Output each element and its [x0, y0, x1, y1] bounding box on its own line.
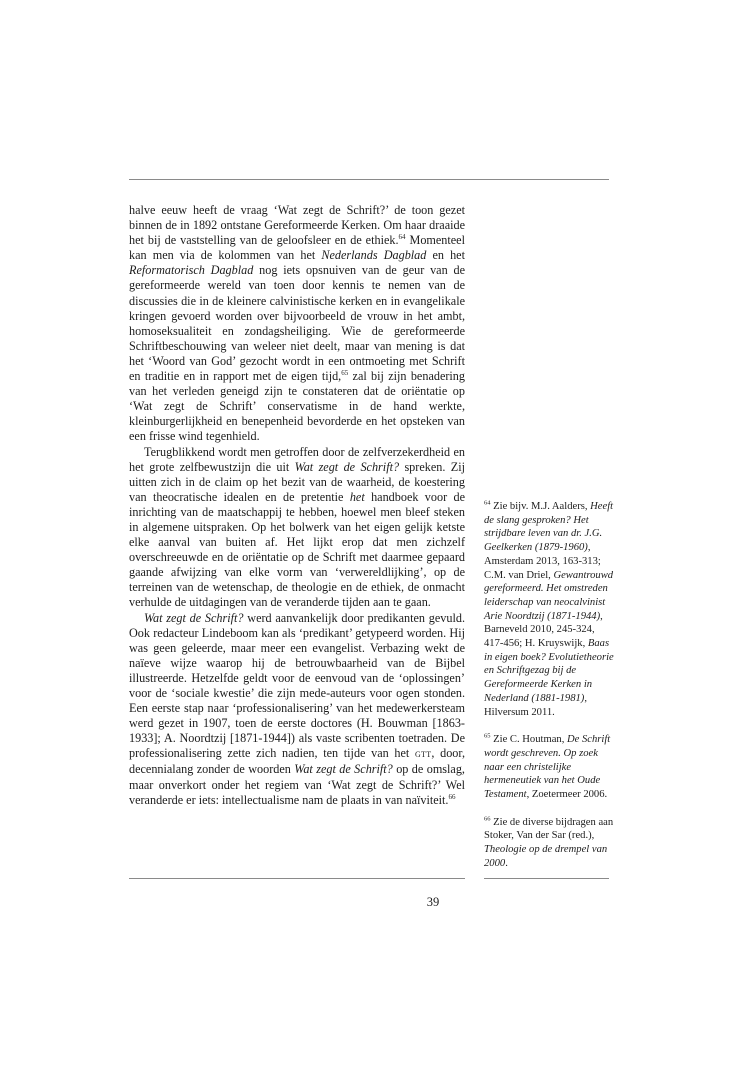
paragraph-3: [129, 611, 465, 808]
note-italic: Gewantrouwd gereformeerd. Het omstreden leiderschap van neocalvinist Arie Noordtzij (1871-1944): [484, 569, 614, 622]
run-smallcaps: gtt: [414, 748, 432, 761]
run-text: nog iets opsnuiven van de geur van de gereformeerde wereld van toen door kennis te nemen van de discussies die in de kleinere calvinistische kerken en in evangelikale kringen gevoerd worden over bijvoorbeeld de vrouw in het ambt, homoseksualiteit en zondagsheiliging. Wie de gereformeerde Schriftbeschouwing van weleer niet deelt, maar van mening is dat het ‘Woord van God’ gezocht wordt in een ontmoeting met Schrift en traditie en in rapport met de eigen tijd,: [129, 263, 466, 384]
note-text: , Zoetermeer 2006.: [526, 789, 608, 801]
footnote-number: 64: [484, 499, 491, 507]
note-italic: Baas in eigen boek? Evolutietheorie en Schriftgezag bij de Gereformeerde Kerken in Nederland (1881-1981): [484, 638, 614, 704]
footnote-65: [484, 733, 614, 802]
footnote-ref: 65: [341, 368, 349, 377]
run-text: spreken. Zij uitten zich in de claim op het bezit van de waarheid, de koestering van theocratische idealen en de pretentie: [129, 459, 465, 504]
note-text: .: [505, 857, 508, 869]
main-text-column: [129, 203, 465, 808]
run-text: Terugblikkend wordt men getroffen door de zelfverzekerdheid en het grote zelfbewustzijn die uit: [129, 444, 465, 474]
page-number: 39: [426, 895, 440, 909]
run-text: Momenteel kan men via de kolommen van het: [129, 233, 465, 263]
note-text: Zie C. Houtman,: [490, 734, 567, 746]
footnotes-column: [484, 500, 614, 885]
run-text: op de omslag, maar onverkort onder het regiem van ‘Wat zegt de Schrift?’ Wel veranderde er iets: intellectualisme nam de plaats in van naïviteit.: [129, 762, 465, 807]
run-italic: Wat zegt de Schrift?: [294, 762, 393, 777]
footnote-number: 66: [484, 815, 491, 823]
footer-rule-main: [129, 878, 465, 879]
footnote-ref: 66: [448, 792, 456, 801]
footnote-64: [484, 500, 614, 719]
run-italic: Wat zegt de Schrift?: [294, 459, 400, 474]
note-italic: Theologie op de drempel van 2000: [484, 844, 608, 869]
run-text: halve eeuw heeft de vraag ‘Wat zegt de Schrift?’ de toon gezet binnen de in 1892 ontstane Gereformeerde Kerken. Om haar draaide het bij de vaststelling van de geloofsleer en de ethiek.: [129, 203, 465, 248]
note-text: , Hilversum 2011.: [484, 692, 587, 718]
paragraph-1: [129, 203, 465, 445]
note-text: , Amsterdam 2013, 163-313; C.M. van Driel,: [484, 542, 601, 581]
note-text: Zie bijv. M.J. Aalders,: [490, 501, 591, 512]
footnote-66: [484, 816, 614, 871]
footnote-ref: 64: [398, 233, 406, 242]
footer-rule-notes: [484, 878, 609, 879]
run-text: zal bij zijn benadering van het verleden geneigd zijn te constateren dat de oriëntatie op ‘Wat zegt de Schrift’ conservatisme in de hand werkte, kleinburgerlijkheid en benepenheid bevorderde en het opsteken van een frisse wind tegenhield.: [129, 369, 465, 444]
run-text: , door, decennialang zonder de woorden: [129, 746, 466, 777]
note-italic: Heeft de slang gesproken? Het strijdbare leven van dr. J.G. Geelkerken (1879-1960): [484, 501, 614, 554]
header-rule: [129, 179, 609, 180]
note-text: , Barneveld 2010, 245-324, 417-456; H. Kruyswijk,: [484, 610, 603, 650]
run-text: werd aanvankelijk door predikanten gevuld. Ook redacteur Lindeboom kan als ‘predikant’ getypeerd worden. Hij was geen geleerde, maar meer een evangelist. Verbazing wekt de naïeve wijze waarop hij de betrouwbaarheid van de Bijbel illustreerde. Hetzelfde geldt voor de eenvoud van de ‘oplossingen’ voor de ‘sociale kwestie’ die zijn mede-auteurs voor ogen stonden. Een eerste stap naar ‘professionalisering’ van het medewerkersteam werd gezet in 1907, toen de eerste doctores (H. Bouwman [1863-1933]; A. Noordtzij [1871-1944]) als vaste scribenten toetraden. De professionalisering zette zich nadien, ten tijde van het: [129, 610, 465, 761]
run-text: en het: [426, 248, 465, 263]
run-text: handboek voor de inrichting van de maatschappij te hebben, hoewel men bleef steken in algemene uitspraken. Op het bolwerk van het eigen gelijk ketste elke aanval van buiten af. Het lijkt erop dat men zichzelf overschreeuwde en de oriëntatie op de Schrift met daarmee gepaard gaande afwijzing van elke vorm van ‘verwereldlijking’, op de terreinen van de wetenschap, de theologie en de ethiek, de onmacht verhulde de uitdagingen van de veranderde tijden aan te gaan.: [129, 489, 465, 610]
paragraph-2: [129, 445, 465, 611]
note-text: Zie de diverse bijdragen aan Stoker, Van der Sar (red.),: [484, 816, 614, 842]
run-italic: Reformatorisch Dagblad: [129, 263, 254, 278]
run-italic: Wat zegt de Schrift?: [144, 610, 244, 625]
run-italic: het: [349, 489, 365, 504]
run-italic: Nederlands Dagblad: [321, 248, 427, 263]
footnote-number: 65: [484, 732, 491, 740]
note-italic: De Schrift wordt geschreven. Op zoek naar een christelijke hermeneutiek van het Oude Testament: [484, 734, 611, 801]
